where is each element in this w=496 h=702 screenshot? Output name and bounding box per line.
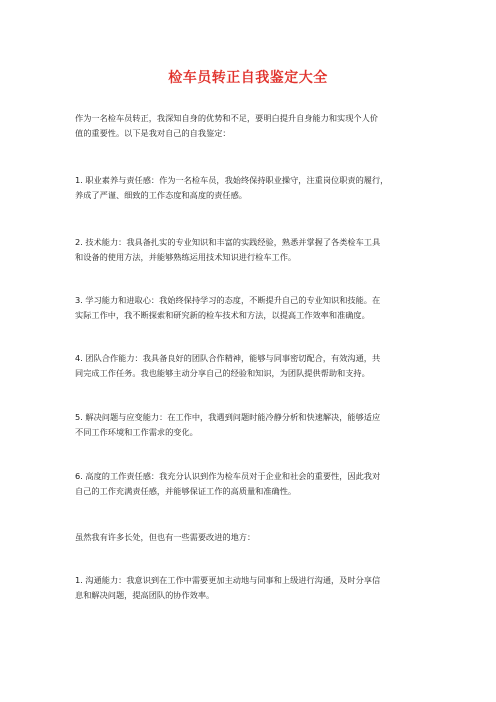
transition-paragraph (75, 530, 435, 545)
improvement-line: 息和解决问题，提高团队的协作效率。 (75, 590, 215, 600)
item-line: 4. 团队合作能力：我具备良好的团队合作精神，能够与同事密切配合，有效沟通，共 (75, 353, 381, 363)
item-line: 2. 技术能力：我具备扎实的专业知识和丰富的实践经验，熟悉并掌握了各类检车工具 (75, 237, 381, 247)
item-line: 和设备的使用方法，并能够熟练运用技术知识进行检车工作。 (75, 252, 297, 262)
item-line: 同完成工作任务。我也能够主动分享自己的经验和知识，为团队提供帮助和支持。 (75, 368, 370, 378)
item-line: 不同工作环境和工作需求的变化。 (75, 427, 198, 437)
item-paragraph-4 (75, 351, 435, 381)
item-paragraph-5 (75, 410, 435, 440)
item-line: 3. 学习能力和进取心：我始终保持学习的态度，不断提升自己的专业知识和技能。在 (75, 295, 381, 305)
item-paragraph-1 (75, 173, 435, 203)
item-line: 养成了严谨、细致的工作态度和高度的责任感。 (75, 190, 247, 200)
item-line: 自己的工作充满责任感，并能够保证工作的高质量和准确性。 (75, 486, 297, 496)
item-line: 6. 高度的工作责任感：我充分认识到作为检车员对于企业和社会的重要性，因此我对 (75, 471, 381, 481)
intro-line: 作为一名检车员转正，我深知自身的优势和不足，要明白提升自身能力和实现个人价 (75, 113, 378, 123)
item-line: 5. 解决问题与应变能力：在工作中，我遇到问题时能冷静分析和快速解决，能够适应 (75, 412, 381, 422)
document-title: 检车员转正自我鉴定大全 (168, 70, 328, 86)
intro-line: 值的重要性。以下是我对自己的自我鉴定： (75, 128, 231, 138)
item-paragraph-6 (75, 469, 435, 499)
item-paragraph-2 (75, 235, 435, 265)
improvement-paragraph-1 (75, 573, 435, 603)
improvement-line: 1. 沟通能力：我意识到在工作中需要更加主动地与同事和上级进行沟通，及时分享信 (75, 575, 381, 585)
transition-line: 虽然我有许多长处，但也有一些需要改进的地方： (75, 532, 256, 542)
item-paragraph-3 (75, 293, 435, 323)
item-line: 实际工作中，我不断探索和研究新的检车技术和方法，以提高工作效率和准确度。 (75, 310, 370, 320)
intro-paragraph (75, 111, 435, 141)
item-line: 1. 职业素养与责任感：作为一名检车员，我始终保持职业操守，注重岗位职责的履行， (75, 175, 389, 185)
